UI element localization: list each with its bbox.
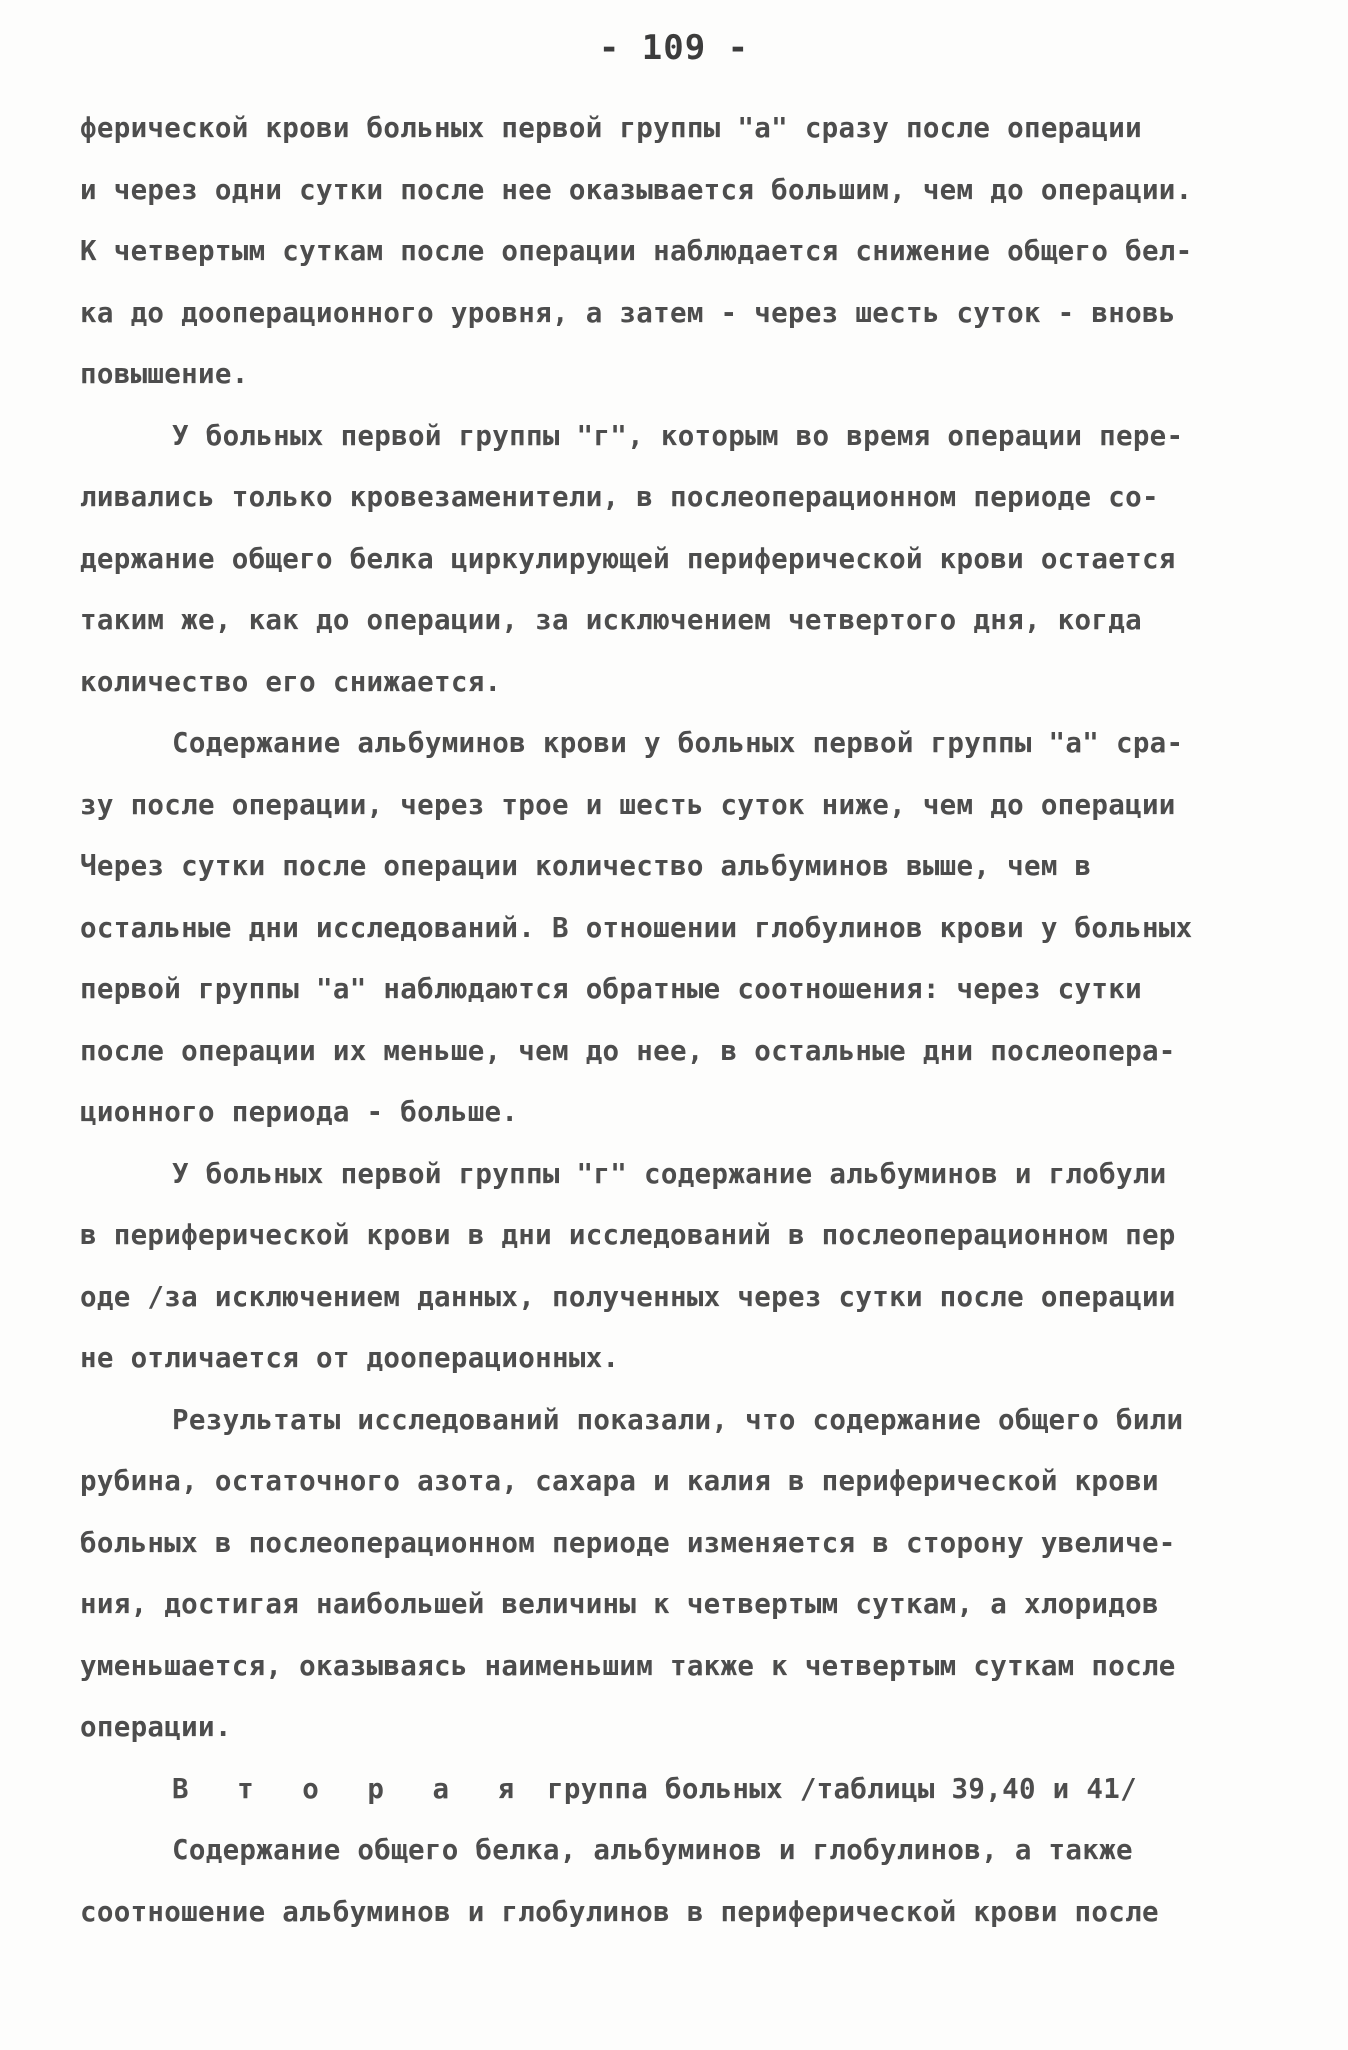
text-line: больных в послеоперационном периоде изменяется в сторону увеличе-: [80, 1526, 1176, 1559]
section-heading-spaced: В т о р а я: [172, 1772, 531, 1805]
text-line: оде /за исключением данных, полученных через сутки после операции: [80, 1280, 1176, 1313]
text-line: повышение.: [80, 358, 249, 390]
text-line: К четвертым суткам после операции наблюдается снижение общего бел-: [80, 235, 1193, 267]
text-line: ливались только кровезаменители, в послеоперационном периоде со-: [80, 481, 1159, 513]
text-line: ния, достигая наибольшей величины к четвертым суткам, а хлоридов: [80, 1588, 1159, 1620]
section-heading-rest: группа больных /таблицы 39,40 и 41/: [530, 1772, 1137, 1805]
text-line: и через одни сутки после нее оказывается большим, чем до операции.: [80, 173, 1193, 206]
text-line: зу после операции, через трое и шесть суток ниже, чем до операции: [80, 788, 1176, 821]
page-number: - 109 -: [598, 28, 750, 68]
text-line: после операции их меньше, чем до нее, в остальные дни послеопера-: [80, 1034, 1176, 1067]
paragraph-start-line: Результаты исследований показали, что содержание общего били: [172, 1403, 1184, 1436]
paragraph-start-line: У больных первой группы "г", которым во время операции пере-: [172, 419, 1184, 452]
text-line: ционного периода - больше.: [80, 1096, 519, 1128]
text-line: количество его снижается.: [80, 665, 502, 698]
text-line: остальные дни исследований. В отношении глобулинов крови у больных: [80, 911, 1193, 944]
text-line: рубина, остаточного азота, сахара и калия в периферической крови: [80, 1465, 1159, 1497]
text-line: в периферической крови в дни исследований в послеоперационном пер: [80, 1219, 1176, 1251]
section-heading: [80, 1759, 1280, 1821]
paragraph-start-line: Содержание общего белка, альбуминов и глобулинов, а также: [172, 1834, 1133, 1866]
text-line: Через сутки после операции количество альбуминов выше, чем в: [80, 850, 1092, 882]
paragraph-start-line: У больных первой группы "г" содержание альбуминов и глобули: [172, 1157, 1167, 1190]
text-line: таким же, как до операции, за исключением четвертого дня, когда: [80, 604, 1142, 636]
body-text: [80, 98, 1280, 1943]
text-line: уменьшается, оказываясь наименьшим также к четвертым суткам после: [80, 1649, 1176, 1682]
paragraph-start-line: Содержание альбуминов крови у больных первой группы "а" сра-: [172, 727, 1184, 759]
text-line: соотношение альбуминов и глобулинов в периферической крови после: [80, 1895, 1159, 1928]
text-line: первой группы "а" наблюдаются обратные соотношения: через сутки: [80, 973, 1142, 1005]
text-line: держание общего белка циркулирующей периферической крови остается: [80, 542, 1176, 575]
text-line: операции.: [80, 1711, 232, 1743]
text-line: ферической крови больных первой группы "а" сразу после операции: [80, 112, 1142, 144]
text-line: не отличается от дооперационных.: [80, 1342, 620, 1374]
text-line: ка до дооперационного уровня, а затем - через шесть суток - вновь: [80, 296, 1176, 329]
